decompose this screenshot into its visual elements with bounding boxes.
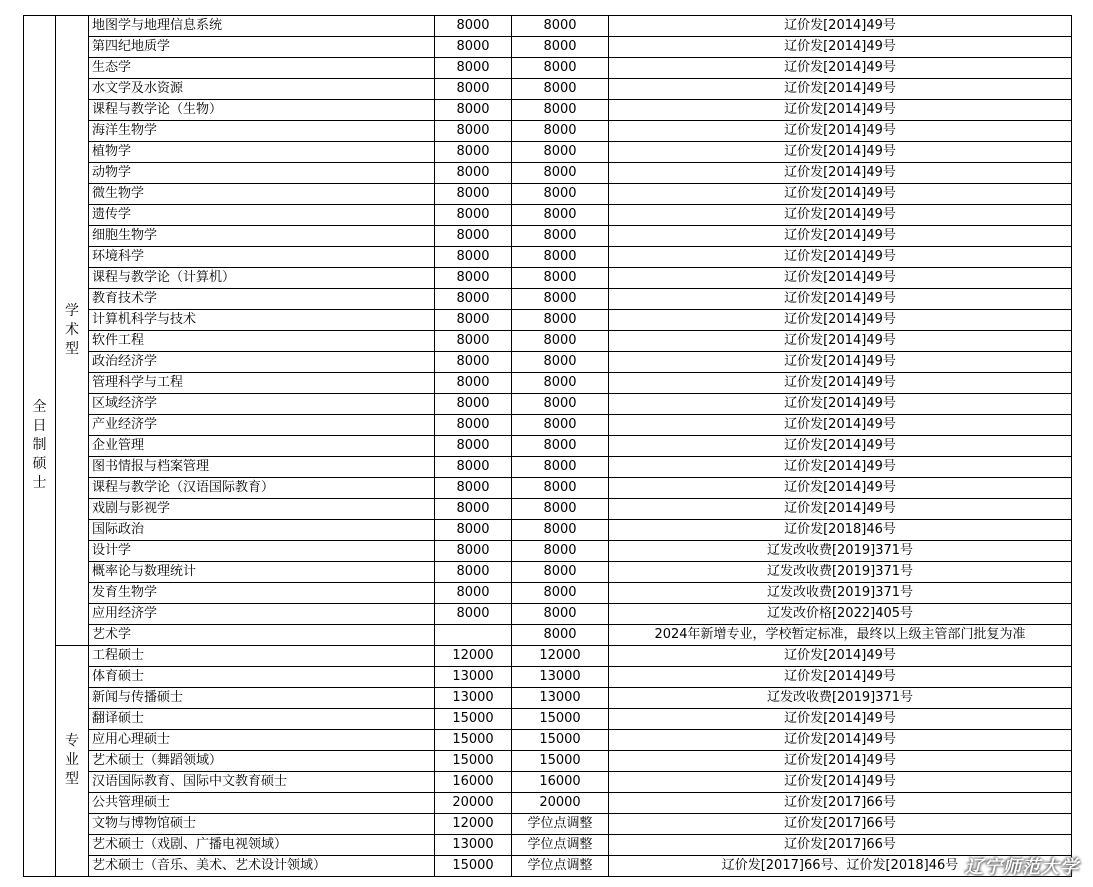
pricing-basis: 辽价发[2014]49号 bbox=[609, 352, 1072, 373]
program-name: 戏剧与影视学 bbox=[89, 499, 435, 520]
fee-standard: 8000 bbox=[435, 499, 512, 520]
table-row bbox=[24, 814, 1072, 835]
fee-standard-2: 20000 bbox=[512, 793, 609, 814]
fee-standard: 8000 bbox=[435, 289, 512, 310]
table-row bbox=[24, 247, 1072, 268]
fee-standard: 8000 bbox=[435, 16, 512, 37]
fee-standard-2: 8000 bbox=[512, 352, 609, 373]
fee-standard-2: 8000 bbox=[512, 562, 609, 583]
pricing-basis: 辽发改收费[2019]371号 bbox=[609, 688, 1072, 709]
table-row bbox=[24, 688, 1072, 709]
program-name: 生态学 bbox=[89, 58, 435, 79]
pricing-basis: 2024年新增专业，学校暂定标准，最终以上级主管部门批复为准 bbox=[609, 625, 1072, 646]
fee-standard-2: 8000 bbox=[512, 37, 609, 58]
table-row bbox=[24, 499, 1072, 520]
fee-standard: 8000 bbox=[435, 310, 512, 331]
fee-standard: 13000 bbox=[435, 688, 512, 709]
fee-standard: 8000 bbox=[435, 562, 512, 583]
program-name: 应用心理硕士 bbox=[89, 730, 435, 751]
program-name: 遗传学 bbox=[89, 205, 435, 226]
pricing-basis: 辽价发[2014]49号 bbox=[609, 247, 1072, 268]
fee-standard-2: 学位点调整 bbox=[512, 814, 609, 835]
fee-standard-2: 12000 bbox=[512, 646, 609, 667]
pricing-basis: 辽价发[2014]49号 bbox=[609, 709, 1072, 730]
fee-standard-2: 8000 bbox=[512, 247, 609, 268]
program-name: 设计学 bbox=[89, 541, 435, 562]
pricing-basis: 辽价发[2017]66号、辽价发[2018]46号 bbox=[609, 856, 1072, 877]
pricing-basis: 辽价发[2014]49号 bbox=[609, 16, 1072, 37]
fee-standard-2: 8000 bbox=[512, 121, 609, 142]
fee-standard-2: 8000 bbox=[512, 499, 609, 520]
fee-standard: 8000 bbox=[435, 268, 512, 289]
fee-standard: 20000 bbox=[435, 793, 512, 814]
program-name: 公共管理硕士 bbox=[89, 793, 435, 814]
pricing-basis: 辽价发[2014]49号 bbox=[609, 289, 1072, 310]
table-row bbox=[24, 184, 1072, 205]
program-name: 翻译硕士 bbox=[89, 709, 435, 730]
table-row bbox=[24, 352, 1072, 373]
fee-standard-2: 8000 bbox=[512, 394, 609, 415]
fee-standard: 8000 bbox=[435, 520, 512, 541]
pricing-basis: 辽发改收费[2019]371号 bbox=[609, 583, 1072, 604]
program-name: 国际政治 bbox=[89, 520, 435, 541]
fee-standard-2: 学位点调整 bbox=[512, 835, 609, 856]
pricing-basis: 辽价发[2014]49号 bbox=[609, 646, 1072, 667]
table-row bbox=[24, 520, 1072, 541]
program-name: 艺术硕士（舞蹈领域） bbox=[89, 751, 435, 772]
table-row bbox=[24, 100, 1072, 121]
pricing-basis: 辽发改收费[2019]371号 bbox=[609, 541, 1072, 562]
fee-standard-2: 8000 bbox=[512, 205, 609, 226]
table-row bbox=[24, 121, 1072, 142]
program-name: 工程硕士 bbox=[89, 646, 435, 667]
table-row bbox=[24, 205, 1072, 226]
table-row bbox=[24, 457, 1072, 478]
program-name: 概率论与数理统计 bbox=[89, 562, 435, 583]
table-row bbox=[24, 709, 1072, 730]
table-row bbox=[24, 541, 1072, 562]
program-name: 企业管理 bbox=[89, 436, 435, 457]
pricing-basis: 辽价发[2017]66号 bbox=[609, 793, 1072, 814]
fee-standard-2: 13000 bbox=[512, 667, 609, 688]
table-row bbox=[24, 142, 1072, 163]
fee-standard-2: 8000 bbox=[512, 436, 609, 457]
program-name: 软件工程 bbox=[89, 331, 435, 352]
pricing-basis: 辽价发[2014]49号 bbox=[609, 226, 1072, 247]
fee-standard-2: 8000 bbox=[512, 625, 609, 646]
table-row bbox=[24, 583, 1072, 604]
table-row bbox=[24, 331, 1072, 352]
fee-standard: 15000 bbox=[435, 856, 512, 877]
program-name: 水文学及水资源 bbox=[89, 79, 435, 100]
pricing-basis: 辽发改收费[2019]371号 bbox=[609, 562, 1072, 583]
program-name: 海洋生物学 bbox=[89, 121, 435, 142]
table-row bbox=[24, 226, 1072, 247]
category-cell-label: 全日制硕士 bbox=[32, 399, 47, 491]
fee-standard: 8000 bbox=[435, 331, 512, 352]
fee-standard-2: 8000 bbox=[512, 331, 609, 352]
pricing-basis: 辽价发[2014]49号 bbox=[609, 751, 1072, 772]
professional-type-cell bbox=[56, 646, 89, 877]
table-row bbox=[24, 793, 1072, 814]
fee-standard-2: 8000 bbox=[512, 184, 609, 205]
program-name: 课程与教学论（生物） bbox=[89, 100, 435, 121]
professional-type-cell-label: 专业型 bbox=[65, 733, 79, 787]
fee-standard: 8000 bbox=[435, 79, 512, 100]
pricing-basis: 辽价发[2014]49号 bbox=[609, 142, 1072, 163]
program-name: 产业经济学 bbox=[89, 415, 435, 436]
table-row bbox=[24, 562, 1072, 583]
program-name: 动物学 bbox=[89, 163, 435, 184]
pricing-basis: 辽价发[2014]49号 bbox=[609, 772, 1072, 793]
pricing-basis: 辽价发[2014]49号 bbox=[609, 373, 1072, 394]
table-row bbox=[24, 436, 1072, 457]
fee-standard: 8000 bbox=[435, 37, 512, 58]
table-row bbox=[24, 310, 1072, 331]
program-name: 课程与教学论（计算机） bbox=[89, 268, 435, 289]
program-name: 环境科学 bbox=[89, 247, 435, 268]
fee-standard: 16000 bbox=[435, 772, 512, 793]
fee-standard-2: 8000 bbox=[512, 373, 609, 394]
table-row bbox=[24, 625, 1072, 646]
fee-standard-2: 8000 bbox=[512, 520, 609, 541]
program-name: 艺术硕士（音乐、美术、艺术设计领域） bbox=[89, 856, 435, 877]
table-row bbox=[24, 667, 1072, 688]
program-name: 新闻与传播硕士 bbox=[89, 688, 435, 709]
fee-standard: 8000 bbox=[435, 583, 512, 604]
table-row bbox=[24, 79, 1072, 100]
fee-standard-2: 8000 bbox=[512, 163, 609, 184]
table-row bbox=[24, 856, 1072, 877]
table-row bbox=[24, 163, 1072, 184]
table-row bbox=[24, 604, 1072, 625]
fee-standard: 12000 bbox=[435, 814, 512, 835]
pricing-basis: 辽价发[2014]49号 bbox=[609, 79, 1072, 100]
pricing-basis: 辽价发[2014]49号 bbox=[609, 268, 1072, 289]
table-row bbox=[24, 394, 1072, 415]
table-row bbox=[24, 58, 1072, 79]
fee-standard-2: 8000 bbox=[512, 415, 609, 436]
pricing-basis: 辽价发[2014]49号 bbox=[609, 457, 1072, 478]
table-row bbox=[24, 415, 1072, 436]
fee-standard: 8000 bbox=[435, 373, 512, 394]
fee-standard: 8000 bbox=[435, 541, 512, 562]
fee-standard: 8000 bbox=[435, 478, 512, 499]
program-name: 艺术学 bbox=[89, 625, 435, 646]
program-name: 微生物学 bbox=[89, 184, 435, 205]
table-row bbox=[24, 373, 1072, 394]
fee-standard: 8000 bbox=[435, 247, 512, 268]
table-row bbox=[24, 289, 1072, 310]
fee-standard: 15000 bbox=[435, 751, 512, 772]
pricing-basis: 辽价发[2014]49号 bbox=[609, 163, 1072, 184]
fee-standard-2: 8000 bbox=[512, 58, 609, 79]
pricing-basis: 辽价发[2017]66号 bbox=[609, 814, 1072, 835]
program-name: 管理科学与工程 bbox=[89, 373, 435, 394]
table-row bbox=[24, 37, 1072, 58]
fee-standard-2: 8000 bbox=[512, 268, 609, 289]
program-name: 地图学与地理信息系统 bbox=[89, 16, 435, 37]
fee-standard: 8000 bbox=[435, 604, 512, 625]
fee-standard-2: 8000 bbox=[512, 478, 609, 499]
table-row bbox=[24, 16, 1072, 37]
table-row bbox=[24, 478, 1072, 499]
fee-standard-2: 16000 bbox=[512, 772, 609, 793]
pricing-basis: 辽价发[2014]49号 bbox=[609, 310, 1072, 331]
fee-standard-2: 15000 bbox=[512, 709, 609, 730]
fee-standard-2: 8000 bbox=[512, 79, 609, 100]
fee-standard: 8000 bbox=[435, 394, 512, 415]
program-name: 图书情报与档案管理 bbox=[89, 457, 435, 478]
pricing-basis: 辽价发[2014]49号 bbox=[609, 499, 1072, 520]
pricing-basis: 辽价发[2014]49号 bbox=[609, 436, 1072, 457]
table-row bbox=[24, 730, 1072, 751]
fee-standard: 8000 bbox=[435, 184, 512, 205]
fee-standard: 15000 bbox=[435, 709, 512, 730]
fee-standard: 8000 bbox=[435, 205, 512, 226]
table-row bbox=[24, 772, 1072, 793]
fee-standard-2: 8000 bbox=[512, 16, 609, 37]
pricing-basis: 辽价发[2014]49号 bbox=[609, 205, 1072, 226]
table-body bbox=[24, 16, 1072, 877]
program-name: 汉语国际教育、国际中文教育硕士 bbox=[89, 772, 435, 793]
pricing-basis: 辽价发[2014]49号 bbox=[609, 394, 1072, 415]
pricing-basis: 辽价发[2014]49号 bbox=[609, 730, 1072, 751]
program-name: 体育硕士 bbox=[89, 667, 435, 688]
pricing-basis: 辽价发[2014]49号 bbox=[609, 184, 1072, 205]
academic-type-cell-label: 学术型 bbox=[65, 302, 79, 357]
table-row bbox=[24, 835, 1072, 856]
fee-standard: 13000 bbox=[435, 835, 512, 856]
pricing-basis: 辽价发[2014]49号 bbox=[609, 415, 1072, 436]
program-name: 区域经济学 bbox=[89, 394, 435, 415]
tuition-fee-table bbox=[23, 15, 1072, 877]
fee-standard-2: 8000 bbox=[512, 100, 609, 121]
table-row bbox=[24, 268, 1072, 289]
fee-standard: 15000 bbox=[435, 730, 512, 751]
program-name: 应用经济学 bbox=[89, 604, 435, 625]
fee-standard bbox=[435, 625, 512, 646]
fee-standard: 8000 bbox=[435, 457, 512, 478]
program-name: 计算机科学与技术 bbox=[89, 310, 435, 331]
pricing-basis: 辽价发[2014]49号 bbox=[609, 58, 1072, 79]
pricing-basis: 辽价发[2014]49号 bbox=[609, 478, 1072, 499]
program-name: 发育生物学 bbox=[89, 583, 435, 604]
pricing-basis: 辽价发[2018]46号 bbox=[609, 520, 1072, 541]
fee-standard: 8000 bbox=[435, 226, 512, 247]
fee-standard-2: 学位点调整 bbox=[512, 856, 609, 877]
category-cell bbox=[24, 16, 56, 877]
program-name: 第四纪地质学 bbox=[89, 37, 435, 58]
pricing-basis: 辽价发[2014]49号 bbox=[609, 331, 1072, 352]
program-name: 艺术硕士（戏剧、广播电视领域） bbox=[89, 835, 435, 856]
fee-standard-2: 8000 bbox=[512, 289, 609, 310]
pricing-basis: 辽价发[2014]49号 bbox=[609, 100, 1072, 121]
fee-standard-2: 8000 bbox=[512, 226, 609, 247]
fee-standard: 8000 bbox=[435, 436, 512, 457]
fee-standard: 8000 bbox=[435, 121, 512, 142]
fee-standard-2: 8000 bbox=[512, 310, 609, 331]
program-name: 课程与教学论（汉语国际教育） bbox=[89, 478, 435, 499]
fee-standard-2: 15000 bbox=[512, 730, 609, 751]
table-row bbox=[24, 646, 1072, 667]
program-name: 植物学 bbox=[89, 142, 435, 163]
watermark: 辽宁师范大学 bbox=[965, 857, 1079, 878]
program-name: 文物与博物馆硕士 bbox=[89, 814, 435, 835]
fee-standard: 8000 bbox=[435, 100, 512, 121]
program-name: 政治经济学 bbox=[89, 352, 435, 373]
fee-standard-2: 8000 bbox=[512, 457, 609, 478]
fee-standard-2: 8000 bbox=[512, 142, 609, 163]
pricing-basis: 辽价发[2014]49号 bbox=[609, 37, 1072, 58]
fee-standard: 8000 bbox=[435, 58, 512, 79]
fee-standard: 8000 bbox=[435, 352, 512, 373]
fee-standard: 13000 bbox=[435, 667, 512, 688]
fee-standard-2: 8000 bbox=[512, 583, 609, 604]
academic-type-cell bbox=[56, 16, 89, 646]
fee-standard-2: 13000 bbox=[512, 688, 609, 709]
pricing-basis: 辽价发[2017]66号 bbox=[609, 835, 1072, 856]
program-name: 教育技术学 bbox=[89, 289, 435, 310]
fee-standard: 8000 bbox=[435, 163, 512, 184]
pricing-basis: 辽发改价格[2022]405号 bbox=[609, 604, 1072, 625]
fee-standard: 8000 bbox=[435, 415, 512, 436]
fee-standard: 12000 bbox=[435, 646, 512, 667]
fee-standard: 8000 bbox=[435, 142, 512, 163]
pricing-basis: 辽价发[2014]49号 bbox=[609, 121, 1072, 142]
fee-standard-2: 8000 bbox=[512, 604, 609, 625]
fee-standard-2: 15000 bbox=[512, 751, 609, 772]
program-name: 细胞生物学 bbox=[89, 226, 435, 247]
table-row bbox=[24, 751, 1072, 772]
fee-standard-2: 8000 bbox=[512, 541, 609, 562]
pricing-basis: 辽价发[2014]49号 bbox=[609, 667, 1072, 688]
